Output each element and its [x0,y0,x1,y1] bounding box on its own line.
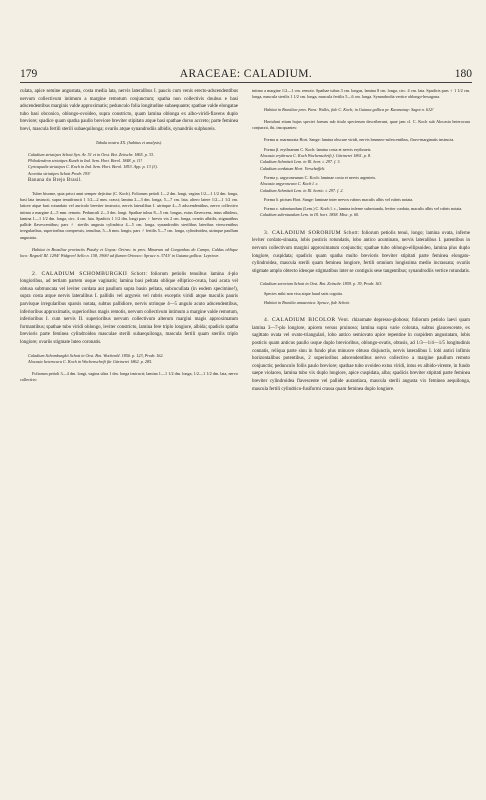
left-column [20,88,238,793]
species-2-synonym-2: Alocasia heterocura C. Koch in Wochenschrift für Gärtnerei 1862. p. 285. [28,358,153,364]
forma-delta: Forma δ. pictum Hort. Sange: laminae inter nervos rubros maculis albis vel rubris notata. [264,196,414,202]
species-2-title: 2. CALADIUM SCHOMBURGKII [32,270,128,277]
forma-epsilon-synonym: Caladium subrotundum Lem. in Ill. hort. 1858. Misc. p. 60. [260,212,360,218]
species-3-habitat: Habitat in Brasilia amazonica: Spruce, fide Schott. [264,299,350,305]
forma-gamma: Forma γ. argyroneurum C. Koch: laminae costa et nervis argenteis. [264,174,377,180]
page-number-right: 180 [454,68,472,80]
synonym-1: Caladium striatipes Schott Syn. Ar. 51 et in Oest. Bot. Zeitschr. 1865. p. 33. [28,151,155,157]
species-2-description [20,271,238,347]
plate-reference: Tabula nostra XX. (habitus et analysis). [95,139,163,145]
habitat-notes: Habitat in Brasiliae provinciis Piauhy et Goyaz: Oeiras: in prov. Minarum ad Congonhas do Campo, Caldas oblique loco: Regnell III. 1294! Widgren! Sello n. 158, 1906! ad flumen Orinoco: Spruce n. 3741! in Guiana gallica: Leprieur. [20,247,238,259]
forma-epsilon: Forma ε. subrotundum (Lem.) C. Koch l. c., lamina inferne subrotunda, leviter cordata, maculis albis vel rubris notata. [264,206,463,212]
page-number-left: 179 [20,68,38,80]
running-header [20,68,472,82]
description-continued: culata, apice semine angustata, costa media lata, nervis lateralibus I. paucis cum venis erecto-adscendentibus nervum collectivum intimum a margine remotum conjunctum; spatha non collectivis doubus e basi adscendentibus marginis valde approximatis; pedunculo folia longitudine subaequante; spathae valde elongatae tubo basi obconico, oblongo-ovoideo, supra constricto, quam lamina oblonga ex albo-viridi-flavens duplo breviore; spadice quam spatha paullo breviore breviter stipitato atque basi spathae dorso accreto; parte feminea brevi, mascula fertili sterili subaequilonga; ovariis atque synandrodiis albidis, synandriis sulphureis. [20,89,238,132]
forma-beta-synonym-2: Caladium Schmitzii Lem. in Ill. hort. t. 297. f. 3. [260,159,341,165]
species-4-title: 4. CALADIUM BICOLOR [264,317,336,324]
species-3-description [252,230,470,276]
morphology-notes: Tuber bisome, quia prisci anni semper dejicitur (C. Koch). Foliorum petioli 1—2 dm. longi, vagina 1/2—1 1/2 dm. longa, basi lata instructi, supra tenuifrancii 1 1/2—2 mm. crassi; lamina 2—3 dm. longa, 5—7 cm. lata, altero latere 1/2—1 1/2 cm. latiore atque basi rotundato vel auriculo breviter instructo, nervis lateralibus I. utrinque 4—5 adscendentibus, nervo collectivo intimo a margine 4—5 mm. remoto. Pedunculi 2—3 dm. longi. Spathae tubus 8—5 cm. longus, extus flavescens, intus albideus, lamina 1—1 1/2 dm. longa, circ. 4 cm. lata. Spadicis 1 1/2 dm. longi pars ♀ brevis vix 2 cm. longa, ovariis albidis, stigmatibus pallide flavescentibus; pars ♂ sterilis angusta cylindrica 4—5 cm. longa, synandrodiis sterilibus lateribus virescentibus irregularibus, superioribus compressis, tenuibus, 5—6 mm. longis; pars ♂ fertilis 5—7 cm. longa, cylindroidea, utrinque paullum angustata. [20,190,238,240]
synonym-2: Philodendron striatipes Kunth in Ind. Sem. Hort. Berol. 1848. p. 11! [28,158,143,164]
forma-beta: Forma β. erythraeum C. Koch: lamina costa et nervis erythraeis. [264,146,372,152]
species-4-description [252,317,470,393]
species-3-synonym: Caladium sororium Schott in Oest. Bot. Zeitschr. 1859. p. 39, Prodr. 163. [260,281,383,287]
species-3-title: 3. CALADIUM SORORIUM [264,229,342,236]
species-2-morphology: Foliorum petioli 3—4 dm. longi, vagina ultra 1 dm. longa instructi; lamina 1—1 1/2 dm. longa, 1/2—1 1/2 dm. lata, nervo collectivo [20,371,238,383]
species-2-text: : foliorum petiolis tenuibus lamina 4-plo longioribus, ad tertiam partem usque vaginatis; lamina basi peltata oblique elliptico-ovata, basi acuta vel obtusa subtruncata vel leviter cordata aut paullum supra basin peltata, subcucullata (in eodem specimine!), supra costa atque nervis lateralibus I. pallidis vel argyreis vel rubris exceptis viridi atque maculis pauris parvisque irregularibus sparsis notata, subtus pallidiore, nervis utrinque 4—5 angulo acuto adscendentibus, inferioribus approximatis, superioribus magis remotis, nervum collectivum intimum a margine valde remotum, inferioribus I. cum nervis II. superioribus nervum collectivum alterum margini magis approximatum formantibus; spathae tubo viridi oblongo, leviter constricto, lamina fere triplo longiore, albida; spadicis spatha brevioris parte feminea cylindroidea masculae sterili subaequilonga, mascula fertili quam sterilis triplo longiore; ovariis stigmate luteo coronatis. [20,271,238,345]
vernacular-name: Banana do Brejo Brasil. [28,178,82,184]
synonym-4: Aconitia striatipes Schott Prodr. 193! [28,170,91,176]
running-title: ARACEAE: CALADIUM. [179,68,313,80]
two-column-body [20,88,472,793]
species-3-note: Species mihi non visa atque haud satis cognita. [264,290,343,296]
species-4-author: Vent. [337,318,350,324]
cultivar-intro: Hortulani etiam hujus speciei formas sub titulo specierum describerunt, quae jam cl. C. Koch sub Alocasia heterocura conjunxit, ibi, inscquantes: [252,118,470,131]
species-4-text: rhizomate depresso-globoso; foliorum petiolo laevi quam lamina 3—7-plo longiore, apicem versus pruinoso; lamina supra varie colorata, subtus glaucescente, ex sagittato ovata vel ovato-triangulari, lobo antico semiovato apice repentine in cuspidem angustatam, lobis posticis quam anticus paullo usque duplo brevioribus, oblongo-ovatis, obtusis, ad 1/3—1/4—1/5 longitudinis connatis, reliqua parte sinu in fundo plus minusve obtuso disjunctis, nervis lateralibus I. lobi antici infimis horizontalibus potentibus, 2 superioribus adscendentibus nervo collectivo a margine paullum remoto conjunctis; pedunculo foliis paulo breviore; spathae tubo ovoideo extus viridi, intus ex albido-virente, in fundo saepe violaceo, lamina tubo vix duplo longiore, apice cuspidata, alba; spadicis breviter stipitati parte feminea breviter cylindroidea flavescente vel pallide aurantiaca, mascula sterili angusta vix feminea aequilonga, mascula fertili cylindrico-fusiformi crassa quam feminea duplo longiore. [252,318,470,392]
right-column [252,88,470,793]
header-rule [20,82,472,83]
forma-beta-synonym-3: Caladium cordatum Hort. Verschaffelt. [260,165,326,171]
species-2-author: Schott [131,271,146,277]
forma-beta-synonym-1: Alocasia erythraea C. Koch Wochenschrift f. Gärtnerei 1861. p. 8. [260,153,372,159]
species-2-habitat: Habitat in Brasiliae prov. Para: Wallis, fide C. Koch; in Guiana gallica pr. Kaomanay: Sagot n. 612! [264,106,434,112]
species-2-synonym-1: Caladium Schomburgkii Schott in Oest. Bot. Wochenbl. 1856. p. 123, Prodr. 162. [28,352,164,358]
forma-alpha: Forma α. marmorata Hort. Sange: lamina obscure viridi, nervis brunneo-rufescentibus, flavo-marginatis instructa. [264,137,455,143]
species-3-author: Schott [343,230,358,236]
species-2-morphology-continued: intimo a margine 1/2—1 cm. remoto. Spathae tubus 3 cm. longus, lamina 8 cm. longa, circ. 4 cm. lata. Spadicis pars ♀ 1 1/2 cm. longa, mascula sterilis 1 1/2 cm. longa, mascula fertilis 5—6 cm. longa. Synandrodia vertice oblongo-hexagona. [252,88,470,100]
forma-gamma-synonym-2: Caladium Schmitzii Lem. in Ill. hortic. t. 297. f. 2. [260,187,344,193]
species-3-text: : foliorum petiolis tenui, longo; lamina ovata, inferne leviter cordato-sinuata, lobis posticis rotundatis, lobo antico acuminato, nervis lateralibus I. patentibus in nervum collectivum margini approximatum conjunctis; spathae tubo oblongo-ellipsoideo, lamina plus duplo longiore, cuspidata; spadicis quam spatha multo brevioris breviter stipitati parte feminea elongato-cylindroidea, mascula sterili quam feminea longiore, fertili omnium longissima medio incrassata; ovariis stigmate amplo obtecto ideoque stigmatibus inter se contiguis sese tangentibus; synandrodiis vertice rotundatis. [252,230,470,274]
synonym-3: Cyrtospadix striatipes C. Koch in Ind. Sem. Hort. Berol. 1853. App. p. 13 (3). [28,164,158,170]
forma-gamma-synonym-1: Alocasia argyroneura C. Koch l. c. [260,181,319,187]
